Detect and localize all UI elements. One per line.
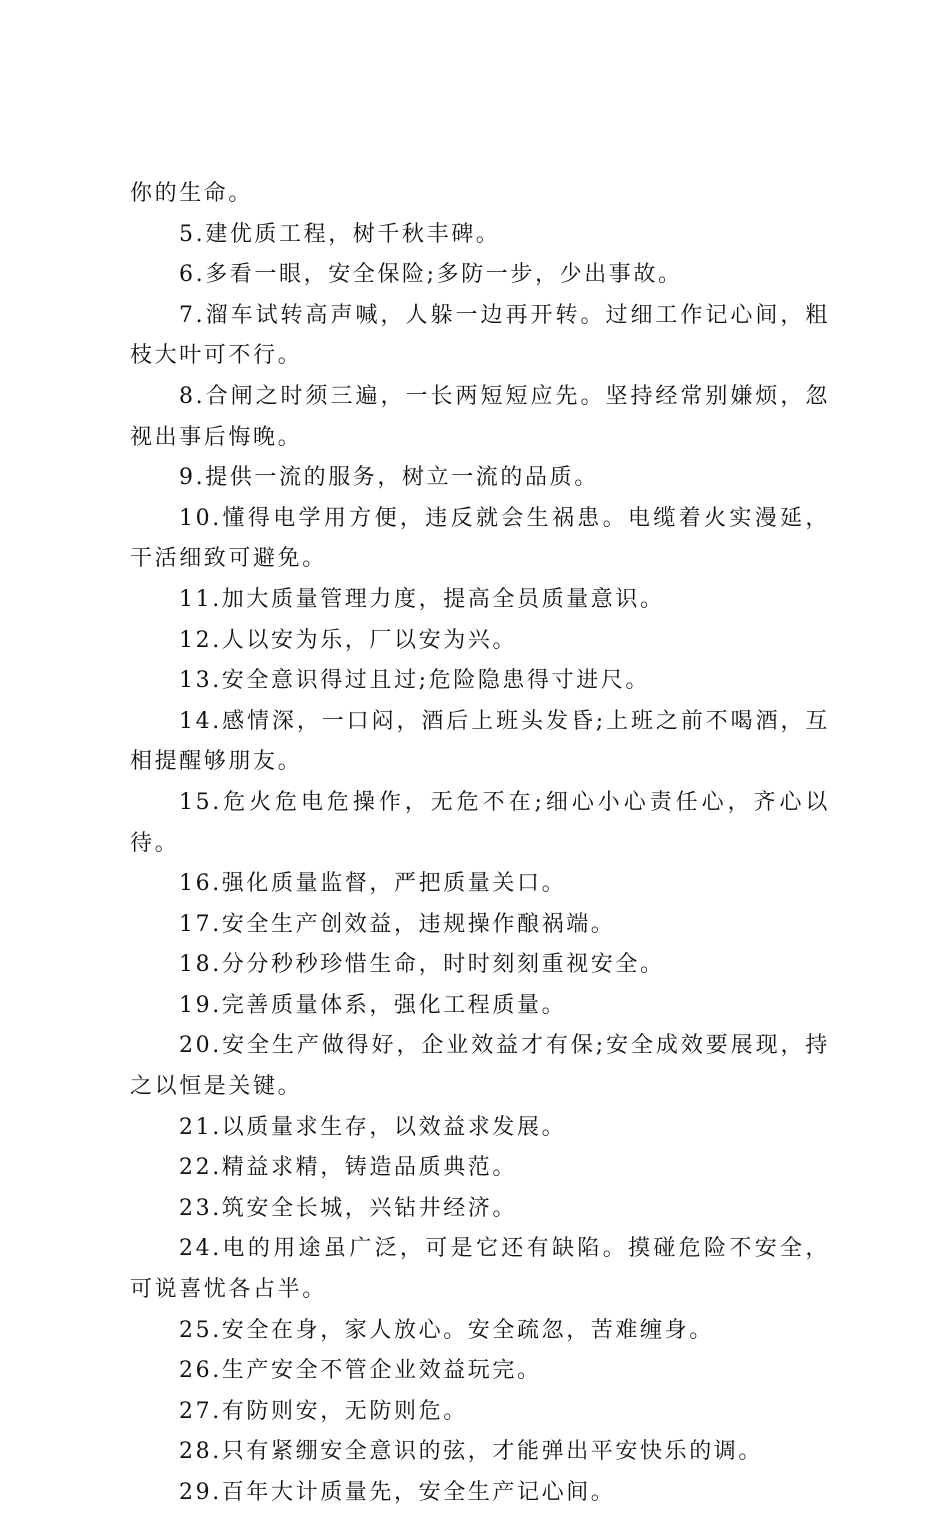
list-item: 8.合闸之时须三遍，一长两短短应先。坚持经常别嫌烦，忽视出事后悔晚。 bbox=[130, 383, 830, 450]
list-item: 21.以质量求生存，以效益求发展。 bbox=[179, 1114, 567, 1140]
list-item: 9.提供一流的服务，树立一流的品质。 bbox=[179, 465, 599, 491]
list-item: 11.加大质量管理力度，提高全员质量意识。 bbox=[179, 586, 665, 612]
continuation-line: 你的生命。 bbox=[130, 181, 254, 206]
slogan-list bbox=[130, 174, 830, 1514]
list-item: 16.强化质量监督，严把质量关口。 bbox=[179, 871, 567, 897]
list-item: 29.百年大计质量先，安全生产记心间。 bbox=[179, 1480, 616, 1505]
list-item: 27.有防则安，无防则危。 bbox=[179, 1398, 468, 1424]
list-item: 28.只有紧绷安全意识的弦，才能弹出平安快乐的调。 bbox=[179, 1439, 763, 1465]
list-item: 14.感情深，一口闷，酒后上班头发昏;上班之前不喝酒，互相提醒够朋友。 bbox=[130, 708, 830, 775]
list-item: 7.溜车试转高声喊，人躲一边再开转。过细工作记心间，粗枝大叶可不行。 bbox=[130, 302, 830, 369]
list-item: 6.多看一眼，安全保险;多防一步，少出事故。 bbox=[179, 262, 683, 288]
list-item: 19.完善质量体系，强化工程质量。 bbox=[179, 992, 567, 1018]
list-item: 18.分分秒秒珍惜生命，时时刻刻重视安全。 bbox=[179, 952, 665, 978]
list-item: 17.安全生产创效益，违规操作酿祸端。 bbox=[179, 911, 616, 937]
list-item: 24.电的用途虽广泛，可是它还有缺陷。摸碰危险不安全，可说喜忧各占半。 bbox=[130, 1236, 830, 1303]
list-item: 26.生产安全不管企业效益玩完。 bbox=[179, 1358, 542, 1384]
list-item: 15.危火危电危操作，无危不在;细心小心责任心，齐心以待。 bbox=[130, 789, 830, 856]
list-item: 23.筑安全长城，兴钻井经济。 bbox=[179, 1195, 517, 1221]
list-item: 22.精益求精，铸造品质典范。 bbox=[179, 1155, 517, 1181]
list-item: 20.安全生产做得好，企业效益才有保;安全成效要展现，持之以恒是关键。 bbox=[130, 1033, 830, 1100]
list-item: 25.安全在身，家人放心。安全疏忽，苦难缠身。 bbox=[179, 1317, 714, 1343]
list-item: 5.建优质工程，树千秋丰碑。 bbox=[179, 221, 501, 247]
list-item: 12.人以安为乐，厂以安为兴。 bbox=[179, 627, 517, 653]
list-item: 13.安全意识得过且过;危险隐患得寸进尺。 bbox=[179, 668, 651, 694]
list-item: 10.懂得电学用方便，违反就会生祸患。电缆着火实漫延，干活细致可避免。 bbox=[130, 505, 830, 572]
